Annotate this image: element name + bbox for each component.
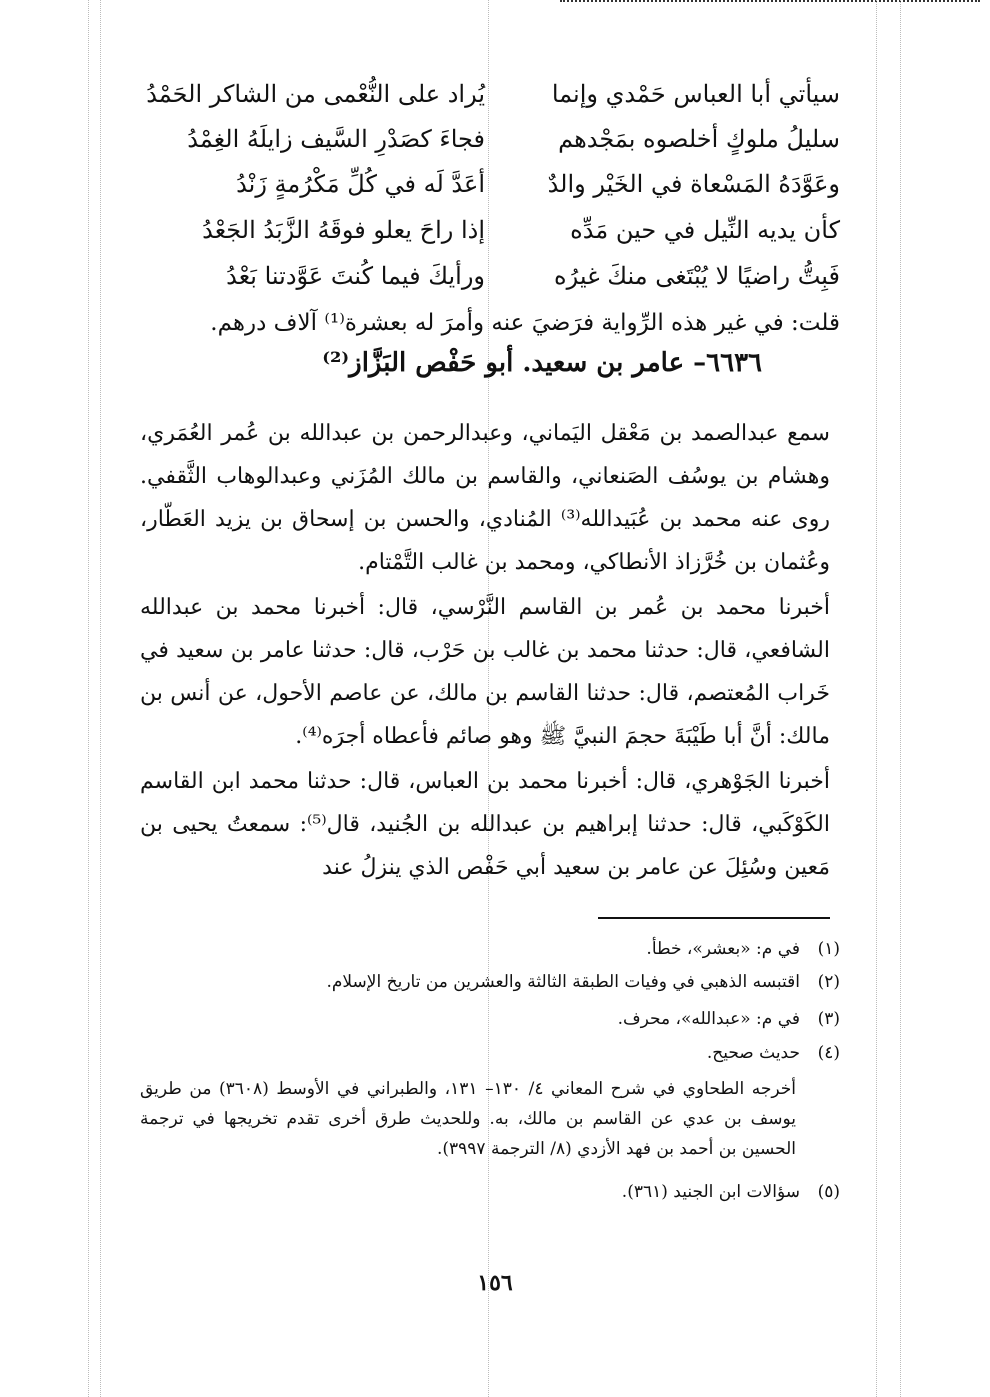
poem-verse [140,208,840,252]
footnote-number: (٣) [817,1009,840,1029]
footnote-text: سؤالات ابن الجنيد (٣٦١). [621,1182,800,1202]
footnote-number: (٢) [817,972,840,992]
verse-first-hemistich: سليلُ ملوكٍ أخلصوه بمَجْدهم [558,125,840,153]
footnote [0,1003,990,1035]
verse-first-hemistich: كأن يديه النِّيل في حين مَدِّه [570,216,840,244]
verse-first-hemistich: فَبِتُّ راضيًا لا يُبْتَغى منكَ غيرُه [554,262,840,290]
footnote [0,1176,990,1208]
verse-second-hemistich: أعَدَّ لَه في كُلِّ مَكْرُمةٍ زَنْدُ [236,170,485,198]
verse-first-hemistich: سيأتي أبا العباس حَمْدي وإنما [551,80,840,108]
footnote [0,1037,990,1069]
top-edge-artifact [560,0,980,8]
footnote [0,966,990,998]
verse-second-hemistich: فجاءَ كصَدْرِ السَّيف زايلَهُ الغِمْدُ [187,125,485,153]
poem-verse [140,72,840,116]
poem-verse [140,254,840,298]
footnote-text: في م: «عبدالله»، محرف. [617,1009,800,1029]
footnote-number: (١) [817,939,840,959]
hadith-paragraph: أخبرنا محمد بن عُمر بن القاسم النَّرْسي، قال: أخبرنا محمد بن عبدالله الشافعي، قال: حدثنا محمد بن غالب بن حَرْب، قال: حدثنا عامر بن سعيد في خَراب المُعتصم، قال: حدثنا القاسم بن مالك، عن عاصم الأحول، عن أنس بن مالك: أنَّ أبا طَيْبَةَ حجمَ النبيَّ ﷺ وهو صائم فأعطاه أجرَه⁽⁴⁾. [140,595,830,749]
footnote-separator [598,917,830,919]
poem-verse [140,162,840,206]
footnote-text: في م: «بعشر»، خطأ. [646,939,800,959]
poem-verse [140,117,840,161]
verse-second-hemistich: يُراد على النُّعْمى من الشاكر الحَمْدُ [146,80,485,108]
narration-paragraph: أخبرنا الجَوْهري، قال: أخبرنا محمد بن العباس، قال: حدثنا محمد ابن القاسم الكَوْكَبي، قال: حدثنا إبراهيم بن عبدالله بن الجُنيد، قال⁽⁵⁾: سمعتُ يحيى بن مَعين وسُئِلَ عن عامر بن سعيد أبي حَفْص الذي ينزلُ عند [140,769,830,880]
page-number: ١٥٦ [477,1270,513,1296]
biography-paragraph: سمع عبدالصمد بن مَعْقل اليَماني، وعبدالرحمن بن عبدالله بن عُمر العُمَري، وهشام بن يوسُف الصَنعاني، والقاسم بن مالك المُزَني وعبدالوهاب الثَّقفي. روى عنه محمد بن عُبَيدالله⁽³⁾ المُنادي، والحسن بن إسحاق بن يزيد العَطّار، وعُثمان بن خُرَّزاذ الأنطاكي، ومحمد بن غالب التَّمْتام. [140,421,830,575]
footnote-text: حديث صحيح. [706,1043,800,1063]
footnote-detail: أخرجه الطحاوي في شرح المعاني ٤/ ١٣٠– ١٣١، والطبراني في الأوسط (٣٦٠٨) من طريق يوسف بن عدي عن القاسم بن مالك، به. وللحديث طرق أخرى تقدم تخريجها في ترجمة الحسين بن أحمد بن فهد الأزدي (٨/ الترجمة ٣٩٩٧). [140,1079,796,1159]
footnote-text: اقتبسه الذهبي في وفيات الطبقة الثالثة والعشرين من تاريخ الإسلام. [326,972,800,992]
footnote-number: (٤) [817,1043,840,1063]
footnote-number: (٥) [817,1182,840,1202]
editor-note: قلت: في غير هذه الرِّواية فرَضيَ عنه وأمرَ له بعشرة⁽¹⁾ آلاف درهم. [210,310,840,336]
entry-heading: ٦٦٣٦– عامر بن سعيد. أبو حَفْص البَزَّاز⁽²⁾ [322,348,762,378]
verse-second-hemistich: إذا راحَ يعلو فوقَهُ الزَّبَدُ الجَعْدُ [202,216,485,244]
verse-first-hemistich: وعَوَّدَهُ المَسْعاة في الخَيْر والدٌ [547,170,840,198]
verse-second-hemistich: ورأيكَ فيما كُنتَ عَوَّدتنا بَعْدُ [226,262,485,290]
footnote [0,933,990,965]
